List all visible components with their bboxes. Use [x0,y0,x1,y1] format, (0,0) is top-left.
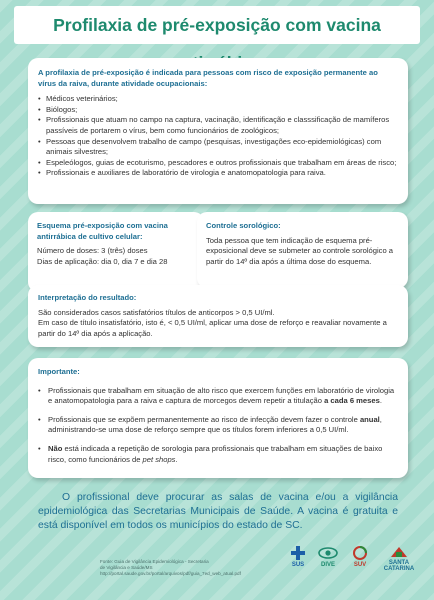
important-text: Profissionais que trabalham em situação de alto risco que exercem funções em laboratório de virologia e anatomopatologia para a raiva e captura de morcegos devem repetir a titulação [48,385,395,406]
indication-list [38,94,398,179]
schema-card [28,212,204,292]
important-emphasis: anual [359,414,380,424]
eye-icon [318,546,338,560]
suv-label: SUV [353,562,367,568]
state-emblem-icon [390,546,408,558]
list-item: • Biólogos; [38,105,398,116]
serology-card [197,212,408,288]
schema-doses: Número de doses: 3 (três) doses [37,246,148,256]
important-text: está indicada a repetição de sorologia para profissionais que trabalham em situações de baixo risco, como funcionários de [48,443,383,464]
suv-logo [349,546,371,568]
bullet: • [38,443,41,453]
interpretation-card [28,285,408,347]
title-bar [14,6,420,44]
dive-logo [313,546,343,568]
important-emphasis: Não [48,443,63,453]
sus-label: SUS [291,562,305,568]
important-text: Profissionais que se expõem permanentemente ao risco de infecção devem fazer o controle [48,414,360,424]
bullet: • [38,385,41,395]
cross-icon [291,546,305,560]
schema-days: Dias de aplicação: dia 0, dia 7 e dia 28 [37,256,168,266]
logo-strip [286,546,426,590]
important-item [38,444,398,465]
important-heading: Importante: [38,367,80,376]
important-text: , administrando-se uma dose de reforço sempre que os títulos forem inferiores a 0,5 UI/ml. [48,414,382,435]
source-credit [100,559,241,577]
important-item [38,415,398,436]
serology-text: Toda pessoa que tem indicação de esquema pré-exposicional deve se submeter ao controle sorológico a partir do 14º dia após a última dose do esquema. [206,235,393,266]
important-text: . [379,396,382,406]
list-item: • Pessoas que desenvolvem trabalho de campo (pesquisas, investigações eco-epidemiológicas) com animais silvestres; [38,137,398,158]
sc-label-bottom: CATARINA [383,566,415,572]
list-item: • Médicos veterinários; [38,94,398,105]
dive-label: DIVE [320,562,335,568]
important-emphasis: a cada 6 meses [324,396,380,406]
important-item [38,386,398,407]
sc-label-top: SANTA [388,560,410,566]
source-url: http://portal.saude.gov.br/portal/arquivos/pdf/guia_7ed_web_atual.pdf [100,571,241,576]
list-item: • Profissionais e auxiliares de laboratório de virologia e anatomopatologia para raiva. [38,168,398,179]
footer-message: O profissional deve procurar as salas de vacina e/ou a vigilância epidemiológica das Secretarias Municipais de Saúde. A vacina é gratuita e está disponível em todos os municípios do estado de SC. [38,492,398,531]
interpretation-heading: Interpretação do resultado: [38,293,137,302]
swirl-icon [352,546,368,560]
indication-card [28,58,408,204]
sus-logo [286,546,310,568]
interpretation-satisfactory: São considerados casos satisfatórios títulos de anticorpos > 0,5 UI/ml. [38,307,275,317]
important-card [28,358,408,478]
indication-heading: A profilaxia de pré-exposição é indicada para pessoas com risco de exposição permanente ao vírus da raiva, durante atividade ocupacionais: [38,68,378,88]
serology-heading: Controle sorológico: [206,221,281,230]
list-item: • Profissionais que atuam no campo na captura, vacinação, identificação e classsificação de mamíferos passíveis de portarem o vírus, bem como funcionários de zoológicos; [38,115,398,136]
bullet: • [38,414,41,424]
source-line: Fonte: Guia de Vigilância Epidemiológica - Secretaria de Vigilância e Saúde/MS [100,559,209,570]
important-text: . [175,454,178,464]
interpretation-unsatisfactory: Em caso de título insatisfatório, isto é, < 0,5 UI/ml, aplicar uma dose de reforço e reavaliar novamente a partir do 14º dia após a aplicação. [38,318,387,338]
schema-heading: Esquema pré-exposição com vacina antirrábica de cultivo celular: [37,221,168,241]
important-italic: pet shops [142,454,176,464]
page-title: Profilaxia de pré-exposição com vacina [53,15,381,35]
sc-government-logo [374,546,424,572]
list-item: • Espeleólogos, guias de ecoturismo, pescadores e outros profissionais que trabalham em áreas de risco; [38,158,398,169]
